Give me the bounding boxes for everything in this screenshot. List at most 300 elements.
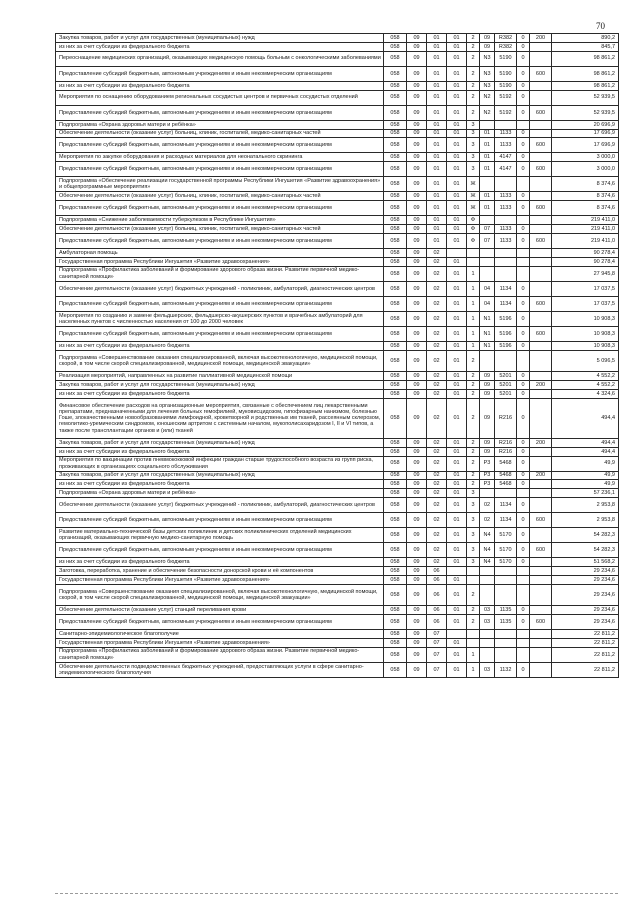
direction-code: 1134 xyxy=(495,513,517,528)
table-row xyxy=(56,257,619,266)
section-code: 09 xyxy=(407,257,427,266)
direction-code: 5196 xyxy=(495,342,517,351)
subprogram-code xyxy=(467,567,480,576)
row-description: Предоставление субсидий бюджетным, автономным учреждениям и иным некоммерческим организациям xyxy=(56,162,384,177)
row-description: из них за счет субсидии из федерального бюджета xyxy=(56,558,384,567)
program-code: 01 xyxy=(447,489,467,498)
table-row xyxy=(56,225,619,234)
expense-type-code xyxy=(530,120,552,129)
event-code xyxy=(480,216,495,225)
ministry-code: 058 xyxy=(384,51,407,66)
subprogram-code: 3 xyxy=(467,162,480,177)
event-code: 03 xyxy=(480,662,495,677)
event-code: 07 xyxy=(480,233,495,248)
table-row xyxy=(56,192,619,201)
subprogram-code: 3 xyxy=(467,558,480,567)
row-amount: 3 000,0 xyxy=(552,162,619,177)
row-description: Амбулаторная помощь xyxy=(56,249,384,258)
expense-type-code: 600 xyxy=(530,614,552,629)
subsection-code: 01 xyxy=(427,120,447,129)
subprogram-code: 2 xyxy=(467,456,480,471)
section-code: 09 xyxy=(407,90,427,105)
aux-code xyxy=(517,638,530,647)
table-row xyxy=(56,162,619,177)
row-amount: 10 908,3 xyxy=(552,311,619,326)
table-row xyxy=(56,576,619,585)
table-row xyxy=(56,662,619,677)
expense-type-code: 200 xyxy=(530,438,552,447)
direction-code: 5468 xyxy=(495,456,517,471)
program-code: 01 xyxy=(447,456,467,471)
expense-type-code: 600 xyxy=(530,66,552,81)
subsection-code: 02 xyxy=(427,543,447,558)
subsection-code: 01 xyxy=(427,129,447,138)
subsection-code: 01 xyxy=(427,34,447,43)
aux-code: 0 xyxy=(517,233,530,248)
expense-type-code xyxy=(530,350,552,371)
program-code: 01 xyxy=(447,281,467,296)
ministry-code: 058 xyxy=(384,471,407,480)
ministry-code: 058 xyxy=(384,66,407,81)
program-code: 01 xyxy=(447,257,467,266)
subprogram-code: 3 xyxy=(467,120,480,129)
event-code: 04 xyxy=(480,281,495,296)
direction-code xyxy=(495,216,517,225)
table-row xyxy=(56,513,619,528)
expense-type-code: 600 xyxy=(530,513,552,528)
program-code: 01 xyxy=(447,192,467,201)
table-row xyxy=(56,34,619,43)
aux-code: 0 xyxy=(517,342,530,351)
subprogram-code: 1 xyxy=(467,342,480,351)
row-description: Мероприятия по созданию и замене фельдшерских, фельдшерско-акушерских пунктов и врачебных амбулаторий для населенных пунктов с численностью населения от 100 до 2000 человек xyxy=(56,311,384,326)
event-code: 02 xyxy=(480,498,495,513)
table-row xyxy=(56,342,619,351)
event-code xyxy=(480,120,495,129)
subsection-code: 07 xyxy=(427,638,447,647)
row-amount: 219 411,0 xyxy=(552,216,619,225)
table-row xyxy=(56,567,619,576)
direction-code: 5190 xyxy=(495,81,517,90)
section-code: 09 xyxy=(407,201,427,216)
row-amount: 890,2 xyxy=(552,34,619,43)
program-code: 01 xyxy=(447,42,467,51)
event-code: 04 xyxy=(480,296,495,311)
ministry-code: 058 xyxy=(384,480,407,489)
subprogram-code: 1 xyxy=(467,281,480,296)
expense-type-code xyxy=(530,630,552,639)
row-description: Обеспечение деятельности (оказание услуг) бюджетных учреждений - поликлиник, амбулаторий, диагностических центров xyxy=(56,498,384,513)
ministry-code: 058 xyxy=(384,528,407,543)
ministry-code: 058 xyxy=(384,342,407,351)
ministry-code: 058 xyxy=(384,498,407,513)
program-code: 01 xyxy=(447,201,467,216)
row-amount: 22 811,2 xyxy=(552,647,619,662)
ministry-code: 058 xyxy=(384,372,407,381)
event-code: N1 xyxy=(480,342,495,351)
row-amount: 49,9 xyxy=(552,480,619,489)
program-code: 01 xyxy=(447,647,467,662)
ministry-code: 058 xyxy=(384,296,407,311)
ministry-code: 058 xyxy=(384,614,407,629)
subprogram-code: 3 xyxy=(467,138,480,153)
direction-code: 5201 xyxy=(495,389,517,398)
aux-code: 0 xyxy=(517,42,530,51)
section-code: 09 xyxy=(407,296,427,311)
expense-type-code xyxy=(530,528,552,543)
aux-code: 0 xyxy=(517,225,530,234)
aux-code: 0 xyxy=(517,192,530,201)
direction-code: 1132 xyxy=(495,662,517,677)
row-amount: 494,4 xyxy=(552,447,619,456)
subsection-code: 01 xyxy=(427,81,447,90)
subprogram-code xyxy=(467,576,480,585)
subsection-code: 01 xyxy=(427,105,447,120)
expense-type-code xyxy=(530,456,552,471)
subsection-code: 01 xyxy=(427,216,447,225)
subprogram-code: Ф xyxy=(467,225,480,234)
subsection-code: 02 xyxy=(427,381,447,390)
row-amount: 90 278,4 xyxy=(552,249,619,258)
section-code: 09 xyxy=(407,192,427,201)
direction-code: R216 xyxy=(495,438,517,447)
direction-code: R382 xyxy=(495,34,517,43)
program-code: 01 xyxy=(447,120,467,129)
table-row xyxy=(56,381,619,390)
subprogram-code: Ф xyxy=(467,233,480,248)
subprogram-code xyxy=(467,638,480,647)
row-description: Обеспечение деятельности (оказание услуг) больниц, клиник, госпиталей, медико-санитарных частей xyxy=(56,225,384,234)
aux-code: 0 xyxy=(517,81,530,90)
subsection-code: 01 xyxy=(427,201,447,216)
expense-type-code xyxy=(530,129,552,138)
row-amount: 20 696,9 xyxy=(552,120,619,129)
row-description: Развитие материально-технической базы детских поликлиник и детских поликлинических отделений медицинских организаций, оказывающих первичную медико-санитарную помощь xyxy=(56,528,384,543)
aux-code: 0 xyxy=(517,498,530,513)
program-code: 01 xyxy=(447,543,467,558)
aux-code: 0 xyxy=(517,471,530,480)
ministry-code: 058 xyxy=(384,576,407,585)
row-description: Реализация мероприятий, направленных на развитие паллиативной медицинской помощи xyxy=(56,372,384,381)
program-code: 01 xyxy=(447,398,467,438)
row-amount: 49,9 xyxy=(552,456,619,471)
subsection-code: 02 xyxy=(427,350,447,371)
aux-code: 0 xyxy=(517,614,530,629)
subprogram-code: 2 xyxy=(467,480,480,489)
section-code: 09 xyxy=(407,528,427,543)
table-row xyxy=(56,42,619,51)
table-row xyxy=(56,389,619,398)
subprogram-code: 2 xyxy=(467,584,480,605)
event-code: 02 xyxy=(480,513,495,528)
program-code: 01 xyxy=(447,138,467,153)
expense-type-code xyxy=(530,216,552,225)
subsection-code: 01 xyxy=(427,162,447,177)
expense-type-code xyxy=(530,480,552,489)
direction-code xyxy=(495,120,517,129)
direction-code: 5468 xyxy=(495,471,517,480)
page-number: 70 xyxy=(596,21,605,31)
section-code: 09 xyxy=(407,372,427,381)
section-code: 09 xyxy=(407,614,427,629)
row-amount: 10 908,3 xyxy=(552,326,619,341)
event-code: N4 xyxy=(480,528,495,543)
row-description: Переоснащение медицинских организаций, оказывающих медицинскую помощь больным с онкологическими заболеваниями xyxy=(56,51,384,66)
subsection-code: 07 xyxy=(427,662,447,677)
subsection-code: 02 xyxy=(427,249,447,258)
row-description: Мероприятия по закупке оборудования и расходных материалов для неонатального скрининга xyxy=(56,153,384,162)
subsection-code: 02 xyxy=(427,326,447,341)
aux-code xyxy=(517,249,530,258)
aux-code xyxy=(517,350,530,371)
program-code: 01 xyxy=(447,216,467,225)
subsection-code: 06 xyxy=(427,614,447,629)
aux-code: 0 xyxy=(517,162,530,177)
ministry-code: 058 xyxy=(384,326,407,341)
row-description: Обеспечение деятельности подведомственных бюджетных учреждений, предоставляющих услуги в сфере санитарно-эпидемиологического благополучия xyxy=(56,662,384,677)
row-description: Закупка товаров, работ и услуг для государственных (муниципальных) нужд xyxy=(56,471,384,480)
row-description: Предоставление субсидий бюджетным, автономным учреждениям и иным некоммерческим организациям xyxy=(56,201,384,216)
row-description: Подпрограмма «Охрана здоровья матери и ребёнка» xyxy=(56,120,384,129)
subprogram-code: Ж xyxy=(467,192,480,201)
table-row xyxy=(56,281,619,296)
program-code: 01 xyxy=(447,471,467,480)
aux-code xyxy=(517,266,530,281)
subprogram-code: 3 xyxy=(467,153,480,162)
row-amount: 4 552,2 xyxy=(552,372,619,381)
program-code: 01 xyxy=(447,447,467,456)
section-code: 09 xyxy=(407,225,427,234)
direction-code: 1133 xyxy=(495,201,517,216)
section-code: 09 xyxy=(407,638,427,647)
event-code: 07 xyxy=(480,225,495,234)
aux-code: 0 xyxy=(517,447,530,456)
row-amount: 52 939,5 xyxy=(552,90,619,105)
program-code: 01 xyxy=(447,177,467,192)
direction-code xyxy=(495,584,517,605)
row-amount: 49,9 xyxy=(552,471,619,480)
table-row xyxy=(56,249,619,258)
row-description: Подпрограмма «Снижение заболеваемости туберкулезом в Республике Ингушетия» xyxy=(56,216,384,225)
event-code: 03 xyxy=(480,606,495,615)
subprogram-code: 2 xyxy=(467,51,480,66)
section-code: 09 xyxy=(407,558,427,567)
section-code: 09 xyxy=(407,162,427,177)
direction-code: R382 xyxy=(495,42,517,51)
direction-code xyxy=(495,177,517,192)
row-description: Подпрограмма «Профилактика заболеваний и формирование здорового образа жизни. Развитие первичной медико-санитарной помощи» xyxy=(56,647,384,662)
program-code: 01 xyxy=(447,153,467,162)
section-code: 09 xyxy=(407,662,427,677)
program-code: 01 xyxy=(447,66,467,81)
section-code: 09 xyxy=(407,456,427,471)
aux-code: 0 xyxy=(517,438,530,447)
direction-code xyxy=(495,638,517,647)
row-description: Санитарно-эпидемиологическое благополучие xyxy=(56,630,384,639)
program-code: 01 xyxy=(447,528,467,543)
program-code: 01 xyxy=(447,558,467,567)
row-amount: 52 939,5 xyxy=(552,105,619,120)
expense-type-code: 600 xyxy=(530,543,552,558)
section-code: 09 xyxy=(407,129,427,138)
direction-code: 5190 xyxy=(495,66,517,81)
table-row xyxy=(56,614,619,629)
ministry-code: 058 xyxy=(384,162,407,177)
row-description: Подпрограмма «Совершенствование оказания специализированной, включая высокотехнологичную, медицинской помощи, скорой, в том числе скорой специализированной, медицинской помощи, медицинской эвакуации» xyxy=(56,350,384,371)
table-row xyxy=(56,638,619,647)
direction-code: 1133 xyxy=(495,129,517,138)
section-code: 09 xyxy=(407,120,427,129)
event-code: N3 xyxy=(480,66,495,81)
row-description: Предоставление субсидий бюджетным, автономным учреждениям и иным некоммерческим организациям xyxy=(56,233,384,248)
table-row xyxy=(56,372,619,381)
row-description: Обеспечение деятельности (оказание услуг) больниц, клиник, госпиталей, медико-санитарных частей xyxy=(56,129,384,138)
row-description: Предоставление субсидий бюджетным, автономным учреждениям и иным некоммерческим организациям xyxy=(56,543,384,558)
subsection-code: 02 xyxy=(427,480,447,489)
program-code: 01 xyxy=(447,266,467,281)
page-bottom-divider xyxy=(55,893,618,894)
section-code: 09 xyxy=(407,389,427,398)
event-code: 09 xyxy=(480,389,495,398)
row-description: Предоставление субсидий бюджетным, автономным учреждениям и иным некоммерческим организациям xyxy=(56,296,384,311)
ministry-code: 058 xyxy=(384,233,407,248)
event-code: 01 xyxy=(480,138,495,153)
expense-type-code xyxy=(530,42,552,51)
subsection-code: 06 xyxy=(427,576,447,585)
section-code: 09 xyxy=(407,398,427,438)
subsection-code: 02 xyxy=(427,447,447,456)
row-amount: 54 282,3 xyxy=(552,543,619,558)
table-row xyxy=(56,296,619,311)
subsection-code: 06 xyxy=(427,567,447,576)
row-amount: 29 234,6 xyxy=(552,584,619,605)
expense-type-code: 600 xyxy=(530,162,552,177)
subprogram-code: 2 xyxy=(467,614,480,629)
event-code: 01 xyxy=(480,201,495,216)
aux-code xyxy=(517,216,530,225)
expense-type-code: 600 xyxy=(530,105,552,120)
program-code: 01 xyxy=(447,480,467,489)
direction-code xyxy=(495,266,517,281)
direction-code xyxy=(495,630,517,639)
ministry-code: 058 xyxy=(384,606,407,615)
direction-code xyxy=(495,567,517,576)
expense-type-code xyxy=(530,192,552,201)
ministry-code: 058 xyxy=(384,513,407,528)
row-amount: 22 811,2 xyxy=(552,662,619,677)
aux-code: 0 xyxy=(517,34,530,43)
subsection-code: 02 xyxy=(427,498,447,513)
event-code: N2 xyxy=(480,105,495,120)
ministry-code: 058 xyxy=(384,216,407,225)
subprogram-code: 3 xyxy=(467,129,480,138)
subsection-code: 01 xyxy=(427,233,447,248)
row-amount: 3 000,0 xyxy=(552,153,619,162)
event-code xyxy=(480,489,495,498)
program-code: 01 xyxy=(447,233,467,248)
aux-code xyxy=(517,567,530,576)
row-description: Подпрограмма «Профилактика заболеваний и формирование здорового образа жизни. Развитие первичной медико-санитарной помощи» xyxy=(56,266,384,281)
event-code xyxy=(480,350,495,371)
direction-code xyxy=(495,576,517,585)
event-code: P3 xyxy=(480,480,495,489)
aux-code: 0 xyxy=(517,138,530,153)
aux-code xyxy=(517,177,530,192)
row-description: Предоставление субсидий бюджетным, автономным учреждениям и иным некоммерческим организациям xyxy=(56,326,384,341)
table-row xyxy=(56,350,619,371)
section-code: 09 xyxy=(407,138,427,153)
subprogram-code: 2 xyxy=(467,447,480,456)
event-code xyxy=(480,177,495,192)
ministry-code: 058 xyxy=(384,138,407,153)
row-description: Закупка товаров, работ и услуг для государственных (муниципальных) нужд xyxy=(56,381,384,390)
section-code: 09 xyxy=(407,480,427,489)
direction-code: 5170 xyxy=(495,558,517,567)
subsection-code: 02 xyxy=(427,296,447,311)
row-description: Подпрограмма «Совершенствование оказания специализированной, включая высокотехнологичную, медицинской помощи, скорой, в том числе скорой специализированной, медицинской помощи, медицинской эвакуации» xyxy=(56,584,384,605)
program-code: 01 xyxy=(447,606,467,615)
event-code xyxy=(480,638,495,647)
row-amount: 27 945,8 xyxy=(552,266,619,281)
direction-code: 5196 xyxy=(495,326,517,341)
row-description: Обеспечение деятельности (оказание услуг) станций переливания крови xyxy=(56,606,384,615)
program-code: 01 xyxy=(447,129,467,138)
section-code: 09 xyxy=(407,381,427,390)
program-code xyxy=(447,630,467,639)
direction-code: 5201 xyxy=(495,381,517,390)
subsection-code: 07 xyxy=(427,630,447,639)
program-code: 01 xyxy=(447,438,467,447)
section-code: 09 xyxy=(407,567,427,576)
table-row xyxy=(56,480,619,489)
event-code: 09 xyxy=(480,438,495,447)
program-code: 01 xyxy=(447,342,467,351)
row-description: Предоставление субсидий бюджетным, автономным учреждениям и иным некоммерческим организациям xyxy=(56,66,384,81)
event-code xyxy=(480,576,495,585)
direction-code: 5170 xyxy=(495,543,517,558)
ministry-code: 058 xyxy=(384,647,407,662)
direction-code xyxy=(495,249,517,258)
row-description: Заготовка, переработка, хранение и обеспечение безопасности донорской крови и её компонентов xyxy=(56,567,384,576)
section-code: 09 xyxy=(407,105,427,120)
row-description: Мероприятия по вакцинации против пневмококковой инфекции граждан старше трудоспособного возраста из групп риска, проживающих в организациях социального обслуживания xyxy=(56,456,384,471)
program-code: 01 xyxy=(447,498,467,513)
program-code: 01 xyxy=(447,90,467,105)
section-code: 09 xyxy=(407,350,427,371)
expense-type-code: 600 xyxy=(530,138,552,153)
event-code: 09 xyxy=(480,381,495,390)
aux-code: 0 xyxy=(517,90,530,105)
program-code xyxy=(447,567,467,576)
expense-type-code xyxy=(530,51,552,66)
table-row xyxy=(56,266,619,281)
subprogram-code xyxy=(467,249,480,258)
direction-code: 5170 xyxy=(495,528,517,543)
subsection-code: 02 xyxy=(427,398,447,438)
section-code: 09 xyxy=(407,216,427,225)
subprogram-code: Ф xyxy=(467,216,480,225)
ministry-code: 058 xyxy=(384,456,407,471)
section-code: 09 xyxy=(407,342,427,351)
subprogram-code: 2 xyxy=(467,42,480,51)
subsection-code: 06 xyxy=(427,584,447,605)
direction-code xyxy=(495,350,517,371)
row-amount: 98 861,2 xyxy=(552,66,619,81)
direction-code xyxy=(495,647,517,662)
expense-type-code xyxy=(530,266,552,281)
subprogram-code: 2 xyxy=(467,66,480,81)
section-code: 09 xyxy=(407,498,427,513)
